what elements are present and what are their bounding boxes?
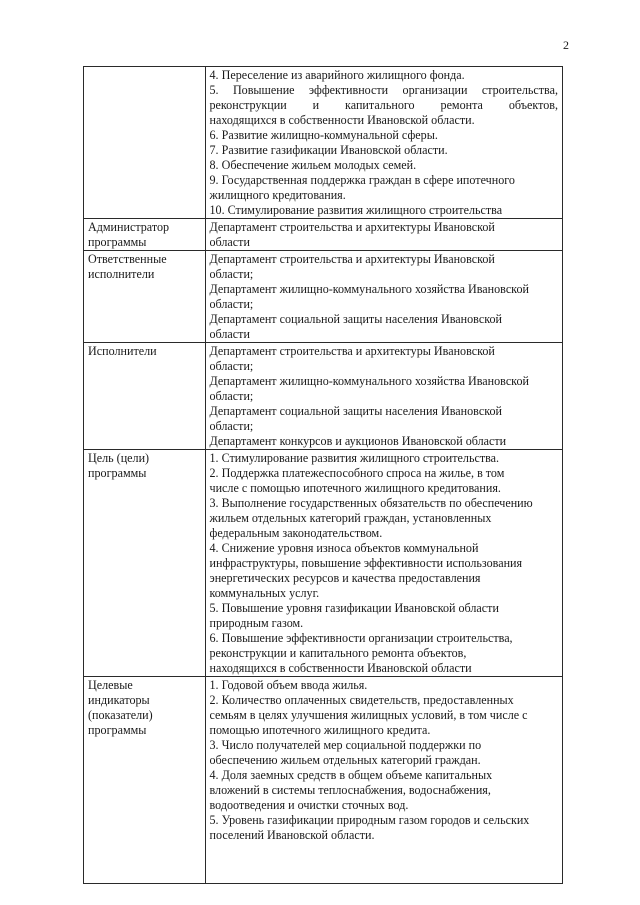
row-label-line: исполнители	[88, 267, 155, 281]
row-content-line: области;	[209, 389, 254, 403]
table-row	[84, 677, 563, 884]
row-content-line: Департамент жилищно-коммунального хозяйства Ивановской	[209, 374, 529, 388]
table-body	[84, 67, 563, 884]
row-content-line: 3. Выполнение государственных обязательств по обеспечению	[209, 496, 533, 510]
row-content-line: Департамент строительства и архитектуры Ивановской	[209, 220, 495, 234]
row-content-line: поселений Ивановской области.	[209, 828, 375, 842]
row-content-line: Департамент конкурсов и аукционов Ивановской области	[209, 434, 507, 448]
row-content-line: помощью ипотечного жилищного кредита.	[209, 723, 431, 737]
row-content-line: Департамент строительства и архитектуры Ивановской	[209, 344, 495, 358]
row-content-line: 5. Повышение эффективности организации строительства,	[209, 83, 558, 97]
row-label-line: (показатели)	[88, 708, 153, 722]
row-label-cell	[84, 343, 206, 450]
row-content-line: 5. Уровень газификации природным газом городов и сельских	[209, 813, 530, 827]
row-content-line: 4. Переселение из аварийного жилищного фонда.	[209, 68, 465, 82]
row-content-line: 4. Снижение уровня износа объектов коммунальной	[209, 541, 479, 555]
row-content-line: области;	[209, 359, 254, 373]
row-content-line: находящихся в собственности Ивановской области	[209, 661, 472, 675]
row-label-cell	[84, 67, 206, 219]
row-content-line: жильем отдельных категорий граждан, установленных	[209, 511, 492, 525]
row-content-line: области	[209, 327, 250, 341]
table-row	[84, 343, 563, 450]
row-content-line: реконструкции и капитального ремонта объектов,	[209, 646, 467, 660]
row-label-cell	[84, 251, 206, 343]
row-content-line: реконструкции и капитального ремонта объектов,	[209, 98, 558, 112]
row-content-line: числе с помощью ипотечного жилищного кредитования.	[209, 481, 501, 495]
row-content-line: 3. Число получателей мер социальной поддержки по	[209, 738, 482, 752]
row-content-line: 1. Годовой объем ввода жилья.	[209, 678, 368, 692]
row-content-line: 9. Государственная поддержка граждан в сфере ипотечного	[209, 173, 515, 187]
row-content-line: области;	[209, 419, 254, 433]
row-content-line: природным газом.	[209, 616, 304, 630]
row-content-line: 2. Количество оплаченных свидетельств, предоставленных	[209, 693, 514, 707]
row-content-line: 5. Повышение уровня газификации Ивановской области	[209, 601, 499, 615]
row-content-line: инфраструктуры, повышение эффективности использования	[209, 556, 523, 570]
table-row	[84, 251, 563, 343]
row-content-line: 6. Повышение эффективности организации строительства,	[209, 631, 513, 645]
row-content-line: обеспечению жильем отдельных категорий граждан.	[209, 753, 481, 767]
row-bottom-spacer	[210, 843, 559, 883]
row-content-line: 8. Обеспечение жильем молодых семей.	[209, 158, 417, 172]
row-content-cell	[205, 450, 563, 677]
row-content-line: области	[209, 235, 250, 249]
row-label-line: Цель (цели)	[88, 451, 150, 465]
row-label-cell	[84, 450, 206, 677]
row-content-line: 6. Развитие жилищно-коммунальной сферы.	[209, 128, 438, 142]
row-content-line: Департамент строительства и архитектуры Ивановской	[209, 252, 495, 266]
row-content-cell	[205, 67, 563, 219]
row-label-line: Администратор	[88, 220, 170, 234]
row-label-line: Ответственные	[88, 252, 167, 266]
row-content-line: 1. Стимулирование развития жилищного строительства.	[209, 451, 500, 465]
row-label-cell	[84, 219, 206, 251]
row-content-cell	[205, 251, 563, 343]
row-content-line: области;	[209, 297, 254, 311]
row-label-line: программы	[88, 723, 147, 737]
row-label-line: Исполнители	[88, 344, 157, 358]
row-content-line: находящихся в собственности Ивановской области.	[209, 113, 475, 127]
row-content-line: жилищного кредитования.	[209, 188, 346, 202]
row-content-line: Департамент жилищно-коммунального хозяйства Ивановской	[209, 282, 529, 296]
row-content-cell	[205, 343, 563, 450]
row-content-line: федеральным законодательством.	[209, 526, 383, 540]
row-content-line: энергетических ресурсов и качества предоставления	[209, 571, 481, 585]
row-content-line: семьям в целях улучшения жилищных условий, в том числе с	[209, 708, 528, 722]
table-row	[84, 67, 563, 219]
row-content-line: Департамент социальной защиты населения Ивановской	[209, 312, 502, 326]
row-content-line: коммунальных услуг.	[209, 586, 320, 600]
page-number: 2	[563, 38, 569, 52]
program-passport-table	[83, 66, 563, 884]
row-content-line: вложений в системы теплоснабжения, водоснабжения,	[209, 783, 491, 797]
table-row	[84, 219, 563, 251]
row-content-line: Департамент социальной защиты населения Ивановской	[209, 404, 502, 418]
row-content-line: области;	[209, 267, 254, 281]
table-row	[84, 450, 563, 677]
row-label-line: Целевые	[88, 678, 133, 692]
row-content-cell	[205, 677, 563, 884]
row-content-line: 2. Поддержка платежеспособного спроса на жилье, в том	[209, 466, 505, 480]
row-label-line: программы	[88, 235, 147, 249]
row-label-line: программы	[88, 466, 147, 480]
row-content-line: 4. Доля заемных средств в общем объеме капитальных	[209, 768, 493, 782]
row-content-cell	[205, 219, 563, 251]
row-content-line: водоотведения и очистки сточных вод.	[209, 798, 409, 812]
row-label-line: индикаторы	[88, 693, 150, 707]
row-content-line: 10. Стимулирование развития жилищного строительства	[209, 203, 503, 217]
row-content-line: 7. Развитие газификации Ивановской области.	[209, 143, 448, 157]
row-label-cell	[84, 677, 206, 884]
